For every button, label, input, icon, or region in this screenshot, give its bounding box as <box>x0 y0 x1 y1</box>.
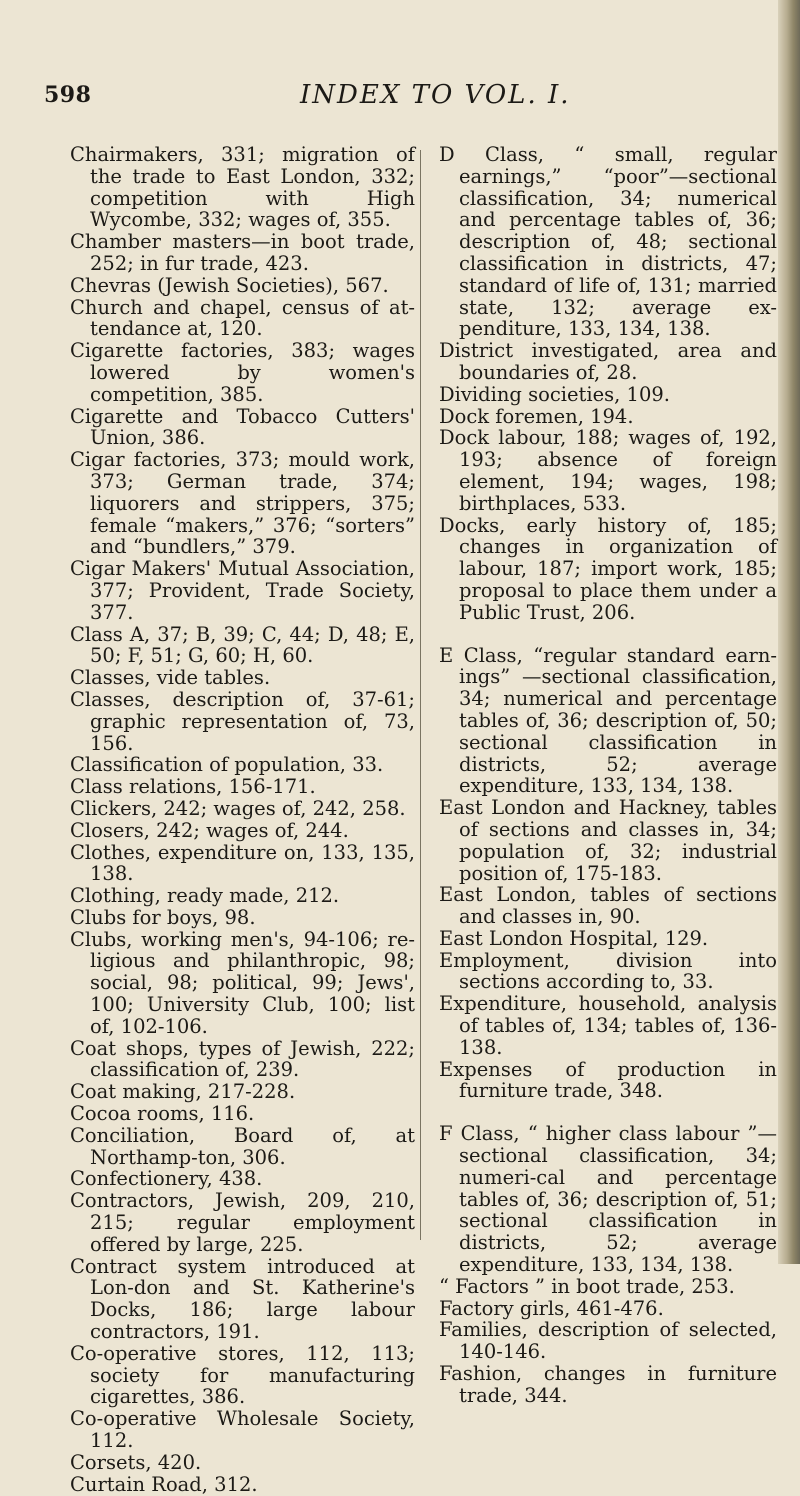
index-entry: Class A, 37; B, 39; C, 44; D, 48; E, 50; F, 51; G, 60; H, 60. <box>70 622 415 668</box>
index-entry: Chairmakers, 331; migration of the trade to East London, 332; competition with High Wycombe, 332; wages of, 355. <box>70 143 415 232</box>
index-entry: Clubs, working men's, 94-106; re-ligious and philanthropic, 98; social, 98; political, 99; Jews', 100; University Club, 100; list of, 102-106. <box>70 927 415 1038</box>
index-entry: Dock labour, 188; wages of, 192, 193; absence of foreign element, 194; wages, 198; birthplaces, 533. <box>439 426 777 515</box>
index-entry: East London and Hackney, tables of sections and classes in, 34; population of, 32; industrial position of, 175-183. <box>439 796 777 885</box>
index-entry: Factory girls, 461-476. <box>439 1296 664 1320</box>
index-entry: Confectionery, 438. <box>70 1167 263 1191</box>
index-entry: Coat shops, types of Jewish, 222; classification of, 239. <box>70 1036 415 1082</box>
index-entry: Clubs for boys, 98. <box>70 905 256 929</box>
index-entry: Co-operative stores, 112, 113; society for manufacturing cigarettes, 386. <box>70 1341 415 1409</box>
column-divider <box>420 150 421 1240</box>
index-entry: Clothing, ready made, 212. <box>70 884 340 908</box>
index-entry: Dock foremen, 194. <box>439 404 634 428</box>
index-entry: Expenses of production in furniture trade, 348. <box>439 1057 777 1103</box>
index-entry: Clothes, expenditure on, 133, 135, 138. <box>70 840 415 886</box>
index-entry: Contractors, Jewish, 209, 210, 215; regular employment offered by large, 225. <box>70 1189 415 1256</box>
index-column-left <box>70 144 415 1495</box>
index-entry: Coat making, 217-228. <box>70 1080 296 1104</box>
index-column-right <box>439 144 777 1407</box>
index-entry: Dividing societies, 109. <box>439 382 670 406</box>
index-entry: Contract system introduced at Lon-don and St. Katherine's Docks, 186; large labour contractors, 191. <box>70 1254 415 1344</box>
index-entry: “ Factors ” in boot trade, 253. <box>439 1274 735 1298</box>
index-entry: East London, tables of sections and classes in, 90. <box>439 883 777 929</box>
index-entry: Conciliation, Board of, at Northamp-ton, 306. <box>70 1123 415 1169</box>
index-entry: F Class, “ higher class labour ”— sectional classification, 34; numeri-cal and percentage tables of, 36; description of, 51; sectional classification in districts, 52; average expenditure, 133, 134, 138. <box>439 1122 777 1277</box>
index-entry: Class relations, 156-171. <box>70 775 316 799</box>
index-entry: East London Hospital, 129. <box>439 926 709 950</box>
page-edge-shadow <box>778 0 800 1264</box>
index-entry: Families, description of selected, 140-146. <box>439 1318 777 1364</box>
index-entry: Cocoa rooms, 116. <box>70 1102 255 1126</box>
index-entry: Corsets, 420. <box>70 1450 202 1474</box>
index-entry: Curtain Road, 312. <box>70 1472 258 1496</box>
index-entry: Church and chapel, census of at-tendance at, 120. <box>70 295 415 341</box>
index-entry: Fashion, changes in furniture trade, 344. <box>439 1362 777 1407</box>
index-entry: Chevras (Jewish Societies), 567. <box>70 273 389 297</box>
index-entry: Cigarette factories, 383; wages lowered by women's competition, 385. <box>70 339 415 406</box>
running-title: INDEX TO VOL. I. <box>300 80 571 110</box>
index-entry: Cigarette and Tobacco Cutters' Union, 386. <box>70 404 415 450</box>
index-entry: Cigar factories, 373; mould work, 373; German trade, 374; liquorers and strippers, 375; female “makers,” 376; “sorters” and “bundlers,” 379. <box>70 448 415 559</box>
page-header <box>0 80 760 120</box>
page-number: 598 <box>44 82 92 108</box>
index-entry: Closers, 242; wages of, 244. <box>70 818 349 842</box>
index-entry: Classes, vide tables. <box>70 666 271 690</box>
index-entry: D Class, “ small, regular earnings,” “poor”—sectional classification, 34; numerical and percentage tables of, 36; description of, 48; sectional classification in districts, 47; standard of life of, 131; married state, 132; average ex-penditure, 133, 134, 138. <box>439 143 777 341</box>
index-entry: Classification of population, 33. <box>70 753 384 777</box>
index-entry: Chamber masters—in boot trade, 252; in fur trade, 423. <box>70 230 415 275</box>
index-entry: Clickers, 242; wages of, 242, 258. <box>70 796 406 820</box>
index-entry: Employment, division into sections according to, 33. <box>439 948 777 994</box>
index-entry: Docks, early history of, 185; changes in organization of labour, 187; import work, 185; proposal to place them under a Public Trust, 206. <box>439 513 777 624</box>
index-entry: District investigated, area and boundaries of, 28. <box>439 339 777 384</box>
index-entry: Cigar Makers' Mutual Association, 377; Provident, Trade Society, 377. <box>70 557 415 624</box>
index-entry: E Class, “regular standard earn-ings” —sectional classification, 34; numerical and percentage tables of, 36; description of, 50; sectional classification in districts, 52; average expenditure, 133, 134, 138. <box>439 643 777 798</box>
index-entry: Expenditure, household, analysis of tables of, 134; tables of, 136-138. <box>439 992 777 1059</box>
index-entry: Classes, description of, 37-61; graphic representation of, 73, 156. <box>70 687 415 755</box>
index-entry: Co-operative Wholesale Society, 112. <box>70 1407 415 1453</box>
